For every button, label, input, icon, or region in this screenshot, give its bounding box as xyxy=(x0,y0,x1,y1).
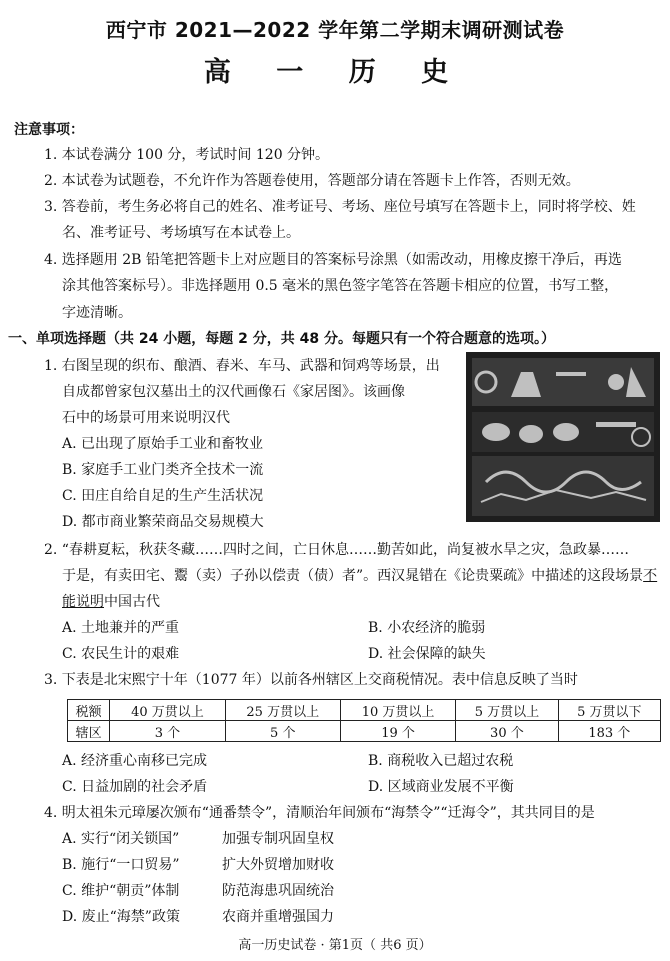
notice-line: 涂其他答案标号）。非选择题用 0.5 毫米的黑色签字笔答在答题卡相应的位置，书写工整， xyxy=(62,278,619,294)
table-cell: 30 个 xyxy=(456,721,558,742)
table-cell: 10 万贯以上 xyxy=(340,700,455,721)
table-cell: 183 个 xyxy=(558,721,660,742)
tax-table xyxy=(67,699,661,742)
table-cell: 19 个 xyxy=(340,721,455,742)
q2-stem: 于是，有卖田宅、鬻（卖）子孙以偿责（债）者”。西汉晁错在《论贵粟疏》中描述的这段场景不 xyxy=(62,568,658,584)
table-cell: 3 个 xyxy=(110,721,225,742)
table-cell: 5 万贯以上 xyxy=(456,700,558,721)
notice-line: 4. 选择题用 2B 铅笔把答题卡上对应题目的答案标号涂黑（如需改动，用橡皮擦干净后，再选 xyxy=(44,252,622,268)
q4-option-d-text: 农商并重增强国力 xyxy=(222,909,334,925)
table-cell: 5 个 xyxy=(225,721,340,742)
q2-option-d: D. 社会保障的缺失 xyxy=(368,646,486,662)
q3-option-d: D. 区域商业发展不平衡 xyxy=(368,779,514,795)
q1-stem: 石中的场景可用来说明汉代 xyxy=(62,410,230,426)
table-row xyxy=(68,700,661,721)
notice-line: 1. 本试卷满分 100 分，考试时间 120 分钟。 xyxy=(44,147,330,163)
page-footer: 高一历史试卷 · 第1页（ 共6 页） xyxy=(238,938,432,953)
q4-option-b: B. 施行“一口贸易” xyxy=(62,857,180,873)
q2-stem: 2. “春耕夏耘，秋获冬藏……四时之间，亡日休息……勤苦如此，尚复被水旱之灾，急政暴…… xyxy=(44,542,629,558)
section-heading: 一、单项选择题（共 24 小题，每题 2 分，共 48 分。每题只有一个符合题意的选项。） xyxy=(8,331,555,347)
q4-option-a-text: 加强专制巩固皇权 xyxy=(222,831,334,847)
notice-line: 名、准考证号、考场填写在本试卷上。 xyxy=(62,225,300,241)
q1-option-d: D. 都市商业繁荣商品交易规模大 xyxy=(62,514,264,530)
table-cell: 辖区 xyxy=(68,721,110,742)
notice-line: 字迹清晰。 xyxy=(62,305,132,321)
q1-option-a: A. 已出现了原始手工业和畜牧业 xyxy=(62,436,264,452)
q4-option-c: C. 维护“朝贡”体制 xyxy=(62,883,180,899)
q3-option-a: A. 经济重心南移已完成 xyxy=(62,753,208,769)
exam-subject: 高 一 历 史 xyxy=(203,57,467,88)
q4-stem: 4. 明太祖朱元璋屡次颁布“通番禁令”，清顺治年间颁布“海禁令”“迁海令”，其共同目的是 xyxy=(44,805,595,821)
q2-option-b: B. 小农经济的脆弱 xyxy=(368,620,486,636)
q2-stem: 能说明中国古代 xyxy=(62,594,160,610)
q1-option-c: C. 田庄自给自足的生产生活状况 xyxy=(62,488,264,504)
q3-option-c: C. 日益加剧的社会矛盾 xyxy=(62,779,208,795)
table-cell: 5 万贯以下 xyxy=(558,700,660,721)
q3-stem: 3. 下表是北宋熙宁十年（1077 年）以前各州辖区上交商税情况。表中信息反映了当时 xyxy=(44,672,578,688)
q1-stem: 1. 右图呈现的织布、酿酒、舂米、车马、武器和饲鸡等场景，出 xyxy=(44,358,440,374)
q4-option-a: A. 实行“闭关锁国” xyxy=(62,831,180,847)
q4-option-b-text: 扩大外贸增加财收 xyxy=(222,857,334,873)
q4-option-c-text: 防范海患巩固统治 xyxy=(222,883,334,899)
notice-line: 3. 答卷前，考生务必将自己的姓名、准考证号、考场、座位号填写在答题卡上，同时将学校、姓 xyxy=(44,199,636,215)
exam-title: 西宁市 2021—2022 学年第二学期末调研测试卷 xyxy=(105,18,565,42)
q1-option-b: B. 家庭手工业门类齐全技术一流 xyxy=(62,462,264,478)
table-cell: 40 万贯以上 xyxy=(110,700,225,721)
q2-option-a: A. 土地兼并的严重 xyxy=(62,620,180,636)
table-cell: 税额 xyxy=(68,700,110,721)
notice-line: 2. 本试卷为试题卷，不允许作为答题卷使用，答题部分请在答题卡上作答，否则无效。 xyxy=(44,173,580,189)
notice-heading: 注意事项： xyxy=(14,122,84,138)
table-cell: 25 万贯以上 xyxy=(225,700,340,721)
stone-relief-image xyxy=(466,352,660,522)
table-row xyxy=(68,721,661,742)
q4-option-d: D. 废止“海禁”政策 xyxy=(62,909,180,925)
q1-stem: 自成都曾家包汉墓出土的汉代画像石《家居图》。该画像 xyxy=(62,384,405,400)
q3-option-b: B. 商税收入已超过农税 xyxy=(368,753,514,769)
q2-option-c: C. 农民生计的艰难 xyxy=(62,646,180,662)
